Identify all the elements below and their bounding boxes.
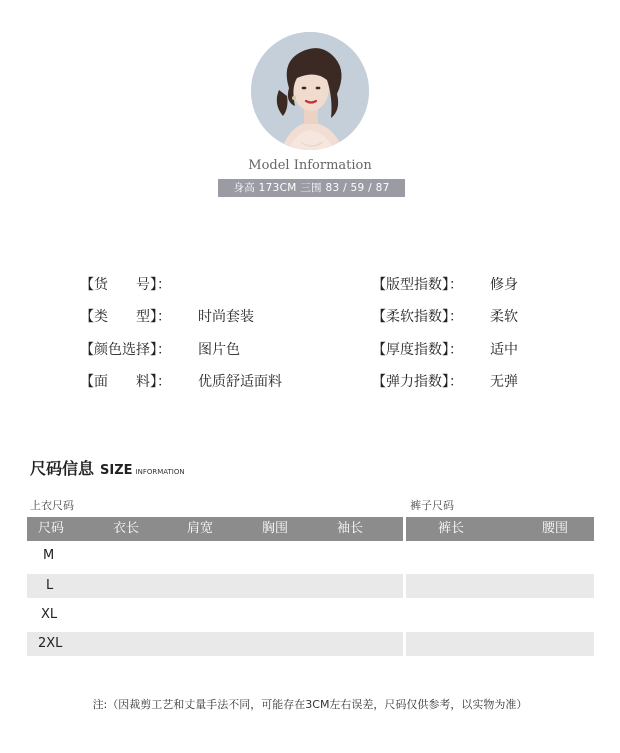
- spec-value: 无弹: [490, 374, 518, 390]
- size-title-cn: 尺码信息: [30, 459, 95, 478]
- size-title-en-small: INFORMATION: [135, 468, 185, 476]
- size-cell: 2XL: [38, 636, 63, 651]
- model-avatar: [251, 32, 369, 150]
- spec-label: 【版型指数】：: [372, 277, 463, 293]
- header-chest: 胸围: [262, 521, 289, 536]
- top-size-label: 上衣尺码: [30, 499, 74, 512]
- table-row: [27, 632, 403, 656]
- spec-label: 【厚度指数】：: [372, 342, 463, 358]
- spec-value: 时尚套装: [198, 309, 254, 325]
- size-cell: XL: [41, 607, 58, 622]
- spec-value: 图片色: [198, 342, 240, 358]
- spec-value: 柔软: [490, 309, 518, 325]
- model-portrait-image: [251, 32, 369, 150]
- spec-item-sku: [80, 274, 171, 294]
- spec-value: 修身: [490, 277, 518, 293]
- size-title-en: SIZE: [100, 463, 133, 478]
- spec-item-fit: [372, 274, 518, 294]
- pants-table-row: [406, 632, 594, 656]
- size-section-title: [30, 456, 185, 479]
- spec-label: 【面 料】：: [80, 374, 171, 390]
- spec-label: 【颜色选择】：: [80, 342, 171, 358]
- header-sleeve: 袖长: [337, 521, 364, 536]
- size-disclaimer-note: 注:（因裁剪工艺和丈量手法不同，可能存在3CM左右误差，尺码仅供参考，以实物为准）: [92, 698, 528, 711]
- header-pants-length: 裤长: [438, 521, 465, 536]
- pants-size-header: [406, 517, 594, 541]
- table-row: [27, 603, 403, 627]
- header-length: 衣长: [113, 521, 140, 536]
- spec-value: 优质舒适面料: [198, 374, 282, 390]
- spec-label: 【柔软指数】：: [372, 309, 463, 325]
- spec-label: 【类 型】：: [80, 309, 171, 325]
- header-shoulder: 肩宽: [187, 521, 214, 536]
- spec-item-thickness: [372, 339, 518, 359]
- model-info-title: Model Information: [248, 158, 372, 173]
- header-waist: 腰围: [542, 521, 569, 536]
- spec-item-softness: [372, 306, 518, 326]
- size-cell: L: [46, 578, 54, 593]
- top-size-header: [27, 517, 403, 541]
- spec-item-color: [80, 339, 240, 359]
- spec-item-fabric: [80, 371, 282, 391]
- spec-item-elasticity: [372, 371, 518, 391]
- spec-label: 【弹力指数】：: [372, 374, 463, 390]
- pants-size-label: 裤子尺码: [410, 499, 454, 512]
- header-size: 尺码: [38, 521, 65, 536]
- spec-item-type: [80, 306, 254, 326]
- spec-label: 【货 号】：: [80, 277, 171, 293]
- table-row: [27, 574, 403, 598]
- model-measurements-bar: 身高 173CM 三围 83 / 59 / 87: [218, 179, 405, 197]
- spec-value: 适中: [490, 342, 518, 358]
- table-row: [27, 544, 403, 568]
- size-cell: M: [43, 548, 55, 563]
- pants-table-row: [406, 574, 594, 598]
